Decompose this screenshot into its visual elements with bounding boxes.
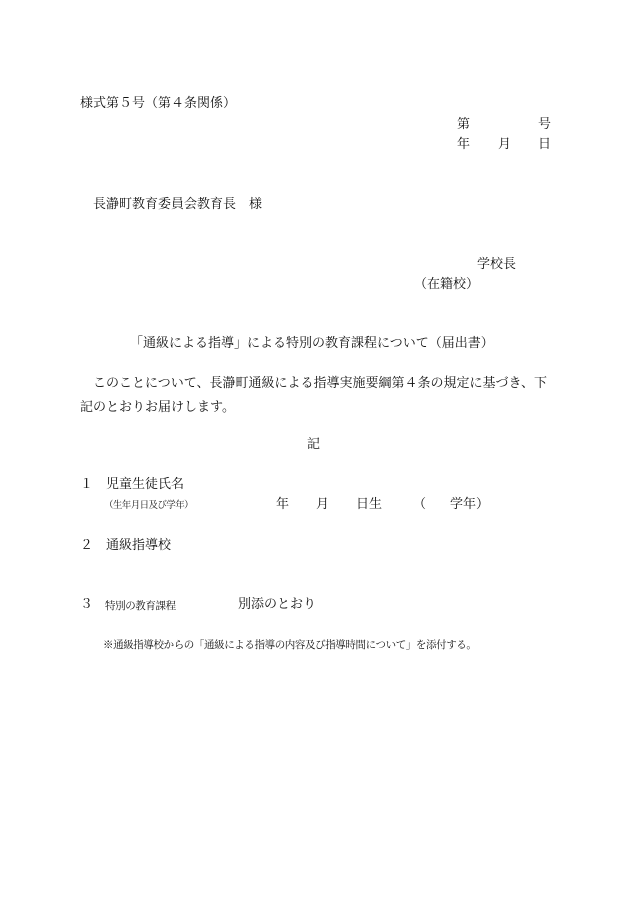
birth-year-label: 年 <box>276 497 290 512</box>
document-title: 「通級による指導」による特別の教育課程について（届出書） <box>130 336 494 351</box>
item-1-label: 児童生徒氏名 <box>106 477 185 492</box>
grade-open-paren: （ <box>413 497 427 512</box>
number-suffix: 号 <box>538 117 552 132</box>
birth-day-label: 日生 <box>356 497 383 512</box>
item-3-value: 別添のとおり <box>238 597 317 612</box>
grade-label: 学年） <box>450 497 490 512</box>
ki-label: 記 <box>307 437 321 452</box>
number-prefix: 第 <box>457 117 471 132</box>
sender-title: 学校長 <box>477 257 517 272</box>
item-3-number: ３ <box>80 597 94 612</box>
body-paragraph: このことについて、長瀞町通級による指導実施要綱第４条の規定に基づき、下記のとおりお届けします。 <box>80 376 547 415</box>
item-1-sublabel: （生年月日及び学年） <box>104 500 194 511</box>
item-3-label: 特別の教育課程 <box>105 600 176 612</box>
date-month-label: 月 <box>498 137 512 152</box>
date-day-label: 日 <box>538 137 552 152</box>
attachment-note: ※通級指導校からの「通級による指導の内容及び指導時間について」を添付する。 <box>103 639 477 651</box>
item-2-label: 通級指導校 <box>106 538 172 553</box>
birth-month-label: 月 <box>316 497 330 512</box>
date-year-label: 年 <box>457 137 471 152</box>
item-1-number: １ <box>80 477 94 492</box>
sender-school: （在籍校） <box>414 277 480 292</box>
item-2-number: ２ <box>80 538 94 553</box>
addressee: 長瀞町教育委員会教育長 様 <box>93 197 263 212</box>
form-label: 様式第５号（第４条関係） <box>80 96 237 111</box>
